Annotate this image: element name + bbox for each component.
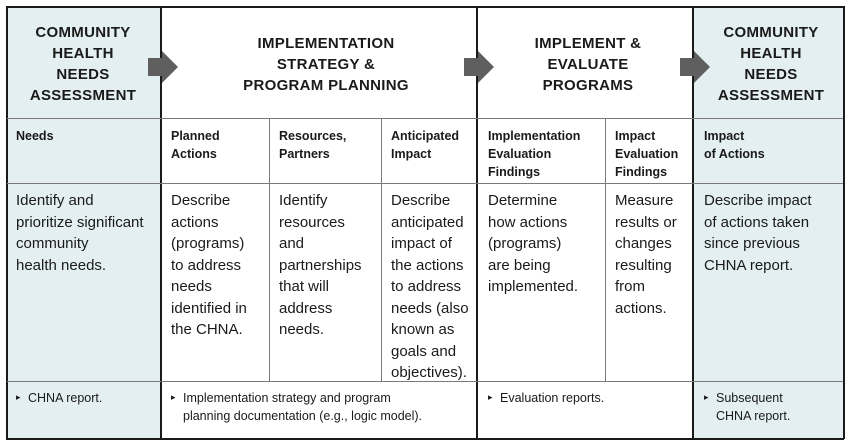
stage4-footer-line1: Subsequent <box>716 391 783 405</box>
stage1-description: Identify and prioritize significant community health needs. <box>16 192 144 274</box>
stage4-subheader: Impact of Actions <box>704 129 765 161</box>
stage1-footer: CHNA report. <box>28 391 103 405</box>
stage4-footer-line2: CHNA report. <box>716 409 791 423</box>
stage2-col3-subheader: Anticipated Impact <box>391 129 460 161</box>
stage2-footer-line2: planning documentation (e.g., logic model). <box>183 409 423 423</box>
stage2-col1-description: Describe actions (programs) to address needs identified in the CHNA. <box>171 192 247 338</box>
stage2-col2-subheader: Resources, Partners <box>279 129 347 161</box>
triangle-bullet-icon: ▸ <box>171 392 176 402</box>
stage1-header: COMMUNITY HEALTH NEEDS ASSESSMENT <box>29 24 137 104</box>
outer-border-left <box>6 6 8 439</box>
stage2-footer-line1: Implementation strategy and program <box>183 391 391 405</box>
stage4-header: COMMUNITY HEALTH NEEDS ASSESSMENT <box>717 24 825 104</box>
stage3-col2-subheader: Impact Evaluation Findings <box>615 129 679 179</box>
stage3-col2-description: Measure results or changes resulting from actions. <box>615 192 677 317</box>
triangle-bullet-icon: ▸ <box>16 392 21 402</box>
stage3-header: IMPLEMENT & EVALUATE PROGRAMS <box>534 34 642 94</box>
header-separator <box>7 118 843 119</box>
stage2-col1-subheader: Planned Actions <box>171 129 220 161</box>
stage2-col-divider-2 <box>381 118 382 382</box>
stage2-col2-description: Identify resources and partnerships that will address needs. <box>279 192 362 338</box>
triangle-bullet-icon: ▸ <box>488 392 493 402</box>
subheader-separator <box>7 183 843 184</box>
stage4-description: Describe impact of actions taken since previous CHNA report. <box>704 192 812 274</box>
outer-border-right <box>843 6 845 439</box>
stage3-footer: Evaluation reports. <box>500 391 605 405</box>
stage2-col3-description: Describe anticipated impact of the actions to address needs (also known as goals and objectives). <box>391 192 469 381</box>
stage3-col1-subheader: Implementation Evaluation Findings <box>488 129 581 179</box>
triangle-bullet-icon: ▸ <box>704 392 709 402</box>
outer-border-bottom <box>6 438 844 440</box>
stage1-subheader: Needs <box>16 129 54 143</box>
stage3-col-divider-1 <box>605 118 606 382</box>
outer-border-top <box>6 6 844 8</box>
stage3-col1-description: Determine how actions (programs) are being implemented. <box>488 192 579 295</box>
stage2-header: IMPLEMENTATION STRATEGY & PROGRAM PLANNING <box>243 34 409 94</box>
stage2-col-divider-1 <box>269 118 270 382</box>
